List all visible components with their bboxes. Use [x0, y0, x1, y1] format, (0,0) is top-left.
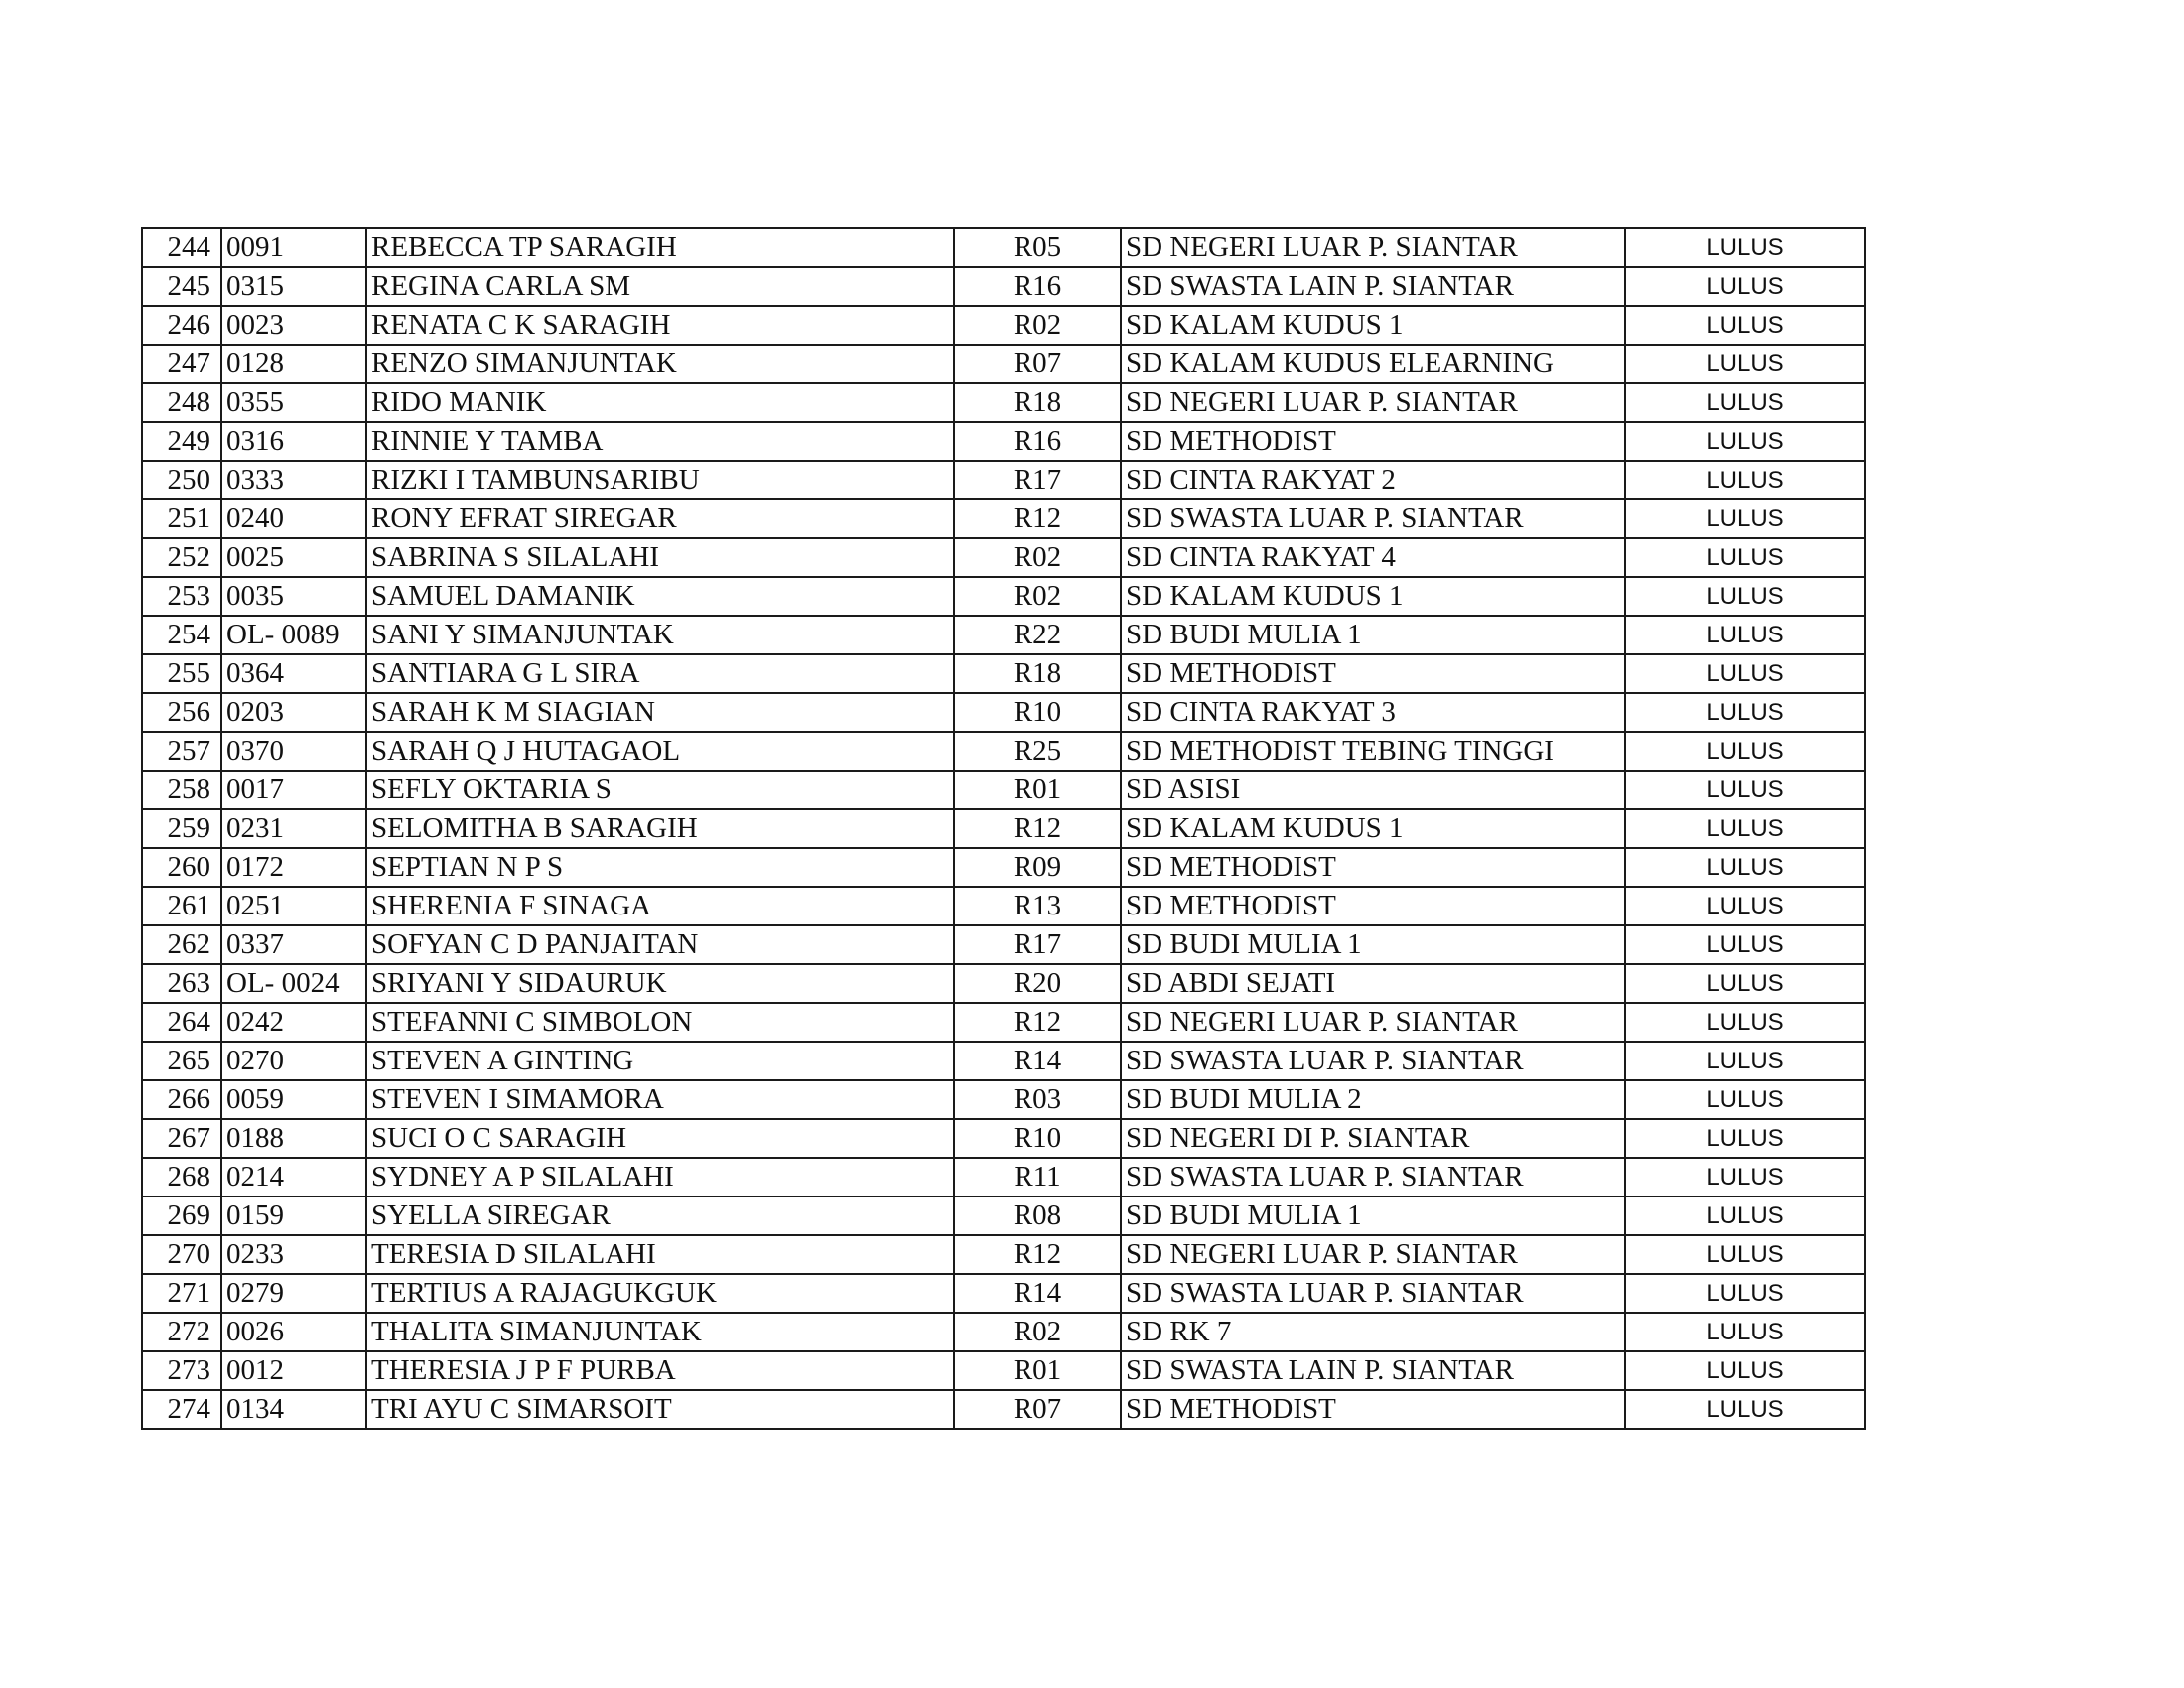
status-cell: LULUS [1625, 577, 1865, 616]
table-row [142, 499, 1865, 538]
status-cell: LULUS [1625, 422, 1865, 461]
table-row [142, 577, 1865, 616]
school-cell: SD SWASTA LUAR P. SIANTAR [1121, 499, 1625, 538]
room-cell: R13 [954, 887, 1121, 925]
table-row [142, 1042, 1865, 1080]
table-row [142, 1313, 1865, 1351]
status-cell: LULUS [1625, 1003, 1865, 1042]
school-cell: SD NEGERI LUAR P. SIANTAR [1121, 228, 1625, 267]
participant-code-cell: 0337 [221, 925, 366, 964]
room-cell: R17 [954, 461, 1121, 499]
room-cell: R22 [954, 616, 1121, 654]
participant-code-cell: 0240 [221, 499, 366, 538]
row-number-cell: 262 [142, 925, 221, 964]
status-cell: LULUS [1625, 1390, 1865, 1429]
table-row [142, 1274, 1865, 1313]
row-number-cell: 258 [142, 771, 221, 809]
school-cell: SD SWASTA LAIN P. SIANTAR [1121, 267, 1625, 306]
participant-code-cell: 0364 [221, 654, 366, 693]
table-row [142, 306, 1865, 345]
table-row [142, 1351, 1865, 1390]
school-cell: SD KALAM KUDUS 1 [1121, 577, 1625, 616]
school-cell: SD METHODIST [1121, 1390, 1625, 1429]
room-cell: R14 [954, 1274, 1121, 1313]
table-row [142, 809, 1865, 848]
status-cell: LULUS [1625, 306, 1865, 345]
row-number-cell: 268 [142, 1158, 221, 1196]
school-cell: SD BUDI MULIA 2 [1121, 1080, 1625, 1119]
school-cell: SD NEGERI DI P. SIANTAR [1121, 1119, 1625, 1158]
participant-code-cell: 0091 [221, 228, 366, 267]
student-name-cell: THERESIA J P F PURBA [366, 1351, 954, 1390]
table-row [142, 925, 1865, 964]
status-cell: LULUS [1625, 654, 1865, 693]
school-cell: SD ABDI SEJATI [1121, 964, 1625, 1003]
room-cell: R02 [954, 538, 1121, 577]
table-row [142, 771, 1865, 809]
room-cell: R08 [954, 1196, 1121, 1235]
row-number-cell: 256 [142, 693, 221, 732]
participant-code-cell: 0251 [221, 887, 366, 925]
table-row [142, 1235, 1865, 1274]
room-cell: R02 [954, 1313, 1121, 1351]
student-name-cell: SHERENIA F SINAGA [366, 887, 954, 925]
school-cell: SD CINTA RAKYAT 3 [1121, 693, 1625, 732]
row-number-cell: 272 [142, 1313, 221, 1351]
student-name-cell: RENZO SIMANJUNTAK [366, 345, 954, 383]
status-cell: LULUS [1625, 383, 1865, 422]
row-number-cell: 261 [142, 887, 221, 925]
row-number-cell: 257 [142, 732, 221, 771]
table-row [142, 654, 1865, 693]
room-cell: R07 [954, 1390, 1121, 1429]
row-number-cell: 273 [142, 1351, 221, 1390]
room-cell: R16 [954, 422, 1121, 461]
room-cell: R25 [954, 732, 1121, 771]
student-name-cell: REBECCA TP SARAGIH [366, 228, 954, 267]
row-number-cell: 255 [142, 654, 221, 693]
participant-code-cell: 0172 [221, 848, 366, 887]
status-cell: LULUS [1625, 848, 1865, 887]
status-cell: LULUS [1625, 887, 1865, 925]
table-row [142, 964, 1865, 1003]
room-cell: R10 [954, 693, 1121, 732]
school-cell: SD NEGERI LUAR P. SIANTAR [1121, 1003, 1625, 1042]
school-cell: SD KALAM KUDUS 1 [1121, 809, 1625, 848]
status-cell: LULUS [1625, 1235, 1865, 1274]
participant-code-cell: 0270 [221, 1042, 366, 1080]
table-row [142, 1158, 1865, 1196]
table-row [142, 693, 1865, 732]
room-cell: R07 [954, 345, 1121, 383]
student-name-cell: TERTIUS A RAJAGUKGUK [366, 1274, 954, 1313]
table-row [142, 887, 1865, 925]
school-cell: SD BUDI MULIA 1 [1121, 925, 1625, 964]
room-cell: R01 [954, 1351, 1121, 1390]
participant-code-cell: 0059 [221, 1080, 366, 1119]
participant-code-cell: 0279 [221, 1274, 366, 1313]
row-number-cell: 251 [142, 499, 221, 538]
table-row [142, 345, 1865, 383]
status-cell: LULUS [1625, 1274, 1865, 1313]
school-cell: SD CINTA RAKYAT 4 [1121, 538, 1625, 577]
row-number-cell: 246 [142, 306, 221, 345]
row-number-cell: 259 [142, 809, 221, 848]
participant-code-cell: 0025 [221, 538, 366, 577]
student-name-cell: SELOMITHA B SARAGIH [366, 809, 954, 848]
status-cell: LULUS [1625, 1351, 1865, 1390]
participant-code-cell: 0203 [221, 693, 366, 732]
participant-code-cell: OL- 0024 [221, 964, 366, 1003]
school-cell: SD ASISI [1121, 771, 1625, 809]
participant-code-cell: 0035 [221, 577, 366, 616]
school-cell: SD METHODIST TEBING TINGGI [1121, 732, 1625, 771]
school-cell: SD SWASTA LAIN P. SIANTAR [1121, 1351, 1625, 1390]
participant-code-cell: 0333 [221, 461, 366, 499]
status-cell: LULUS [1625, 461, 1865, 499]
participant-code-cell: 0355 [221, 383, 366, 422]
row-number-cell: 271 [142, 1274, 221, 1313]
student-name-cell: SANTIARA G L SIRA [366, 654, 954, 693]
student-name-cell: SYDNEY A P SILALAHI [366, 1158, 954, 1196]
participant-code-cell: 0012 [221, 1351, 366, 1390]
row-number-cell: 244 [142, 228, 221, 267]
status-cell: LULUS [1625, 616, 1865, 654]
status-cell: LULUS [1625, 1158, 1865, 1196]
table-row [142, 616, 1865, 654]
table-row [142, 1196, 1865, 1235]
student-name-cell: THALITA SIMANJUNTAK [366, 1313, 954, 1351]
school-cell: SD BUDI MULIA 1 [1121, 1196, 1625, 1235]
participant-code-cell: 0370 [221, 732, 366, 771]
row-number-cell: 260 [142, 848, 221, 887]
participant-code-cell: 0316 [221, 422, 366, 461]
table-row [142, 848, 1865, 887]
participant-code-cell: 0231 [221, 809, 366, 848]
room-cell: R18 [954, 383, 1121, 422]
student-name-cell: RENATA C K SARAGIH [366, 306, 954, 345]
school-cell: SD METHODIST [1121, 654, 1625, 693]
school-cell: SD SWASTA LUAR P. SIANTAR [1121, 1158, 1625, 1196]
row-number-cell: 252 [142, 538, 221, 577]
student-name-cell: SAMUEL DAMANIK [366, 577, 954, 616]
student-name-cell: STEVEN I SIMAMORA [366, 1080, 954, 1119]
student-name-cell: SANI Y SIMANJUNTAK [366, 616, 954, 654]
student-name-cell: STEFANNI C SIMBOLON [366, 1003, 954, 1042]
participant-code-cell: 0188 [221, 1119, 366, 1158]
participant-code-cell: 0023 [221, 306, 366, 345]
student-name-cell: SUCI O C SARAGIH [366, 1119, 954, 1158]
participant-code-cell: 0233 [221, 1235, 366, 1274]
school-cell: SD KALAM KUDUS 1 [1121, 306, 1625, 345]
status-cell: LULUS [1625, 345, 1865, 383]
room-cell: R10 [954, 1119, 1121, 1158]
table-row [142, 383, 1865, 422]
school-cell: SD BUDI MULIA 1 [1121, 616, 1625, 654]
row-number-cell: 254 [142, 616, 221, 654]
table-row [142, 461, 1865, 499]
student-name-cell: SARAH Q J HUTAGAOL [366, 732, 954, 771]
school-cell: SD RK 7 [1121, 1313, 1625, 1351]
room-cell: R17 [954, 925, 1121, 964]
school-cell: SD SWASTA LUAR P. SIANTAR [1121, 1042, 1625, 1080]
status-cell: LULUS [1625, 732, 1865, 771]
status-cell: LULUS [1625, 228, 1865, 267]
school-cell: SD NEGERI LUAR P. SIANTAR [1121, 1235, 1625, 1274]
table-row [142, 1390, 1865, 1429]
row-number-cell: 250 [142, 461, 221, 499]
room-cell: R01 [954, 771, 1121, 809]
row-number-cell: 247 [142, 345, 221, 383]
row-number-cell: 264 [142, 1003, 221, 1042]
student-name-cell: RIDO MANIK [366, 383, 954, 422]
student-name-cell: RINNIE Y TAMBA [366, 422, 954, 461]
table-row [142, 1119, 1865, 1158]
row-number-cell: 274 [142, 1390, 221, 1429]
results-table-body [142, 228, 1865, 1429]
school-cell: SD METHODIST [1121, 422, 1625, 461]
school-cell: SD METHODIST [1121, 848, 1625, 887]
room-cell: R03 [954, 1080, 1121, 1119]
participant-code-cell: OL- 0089 [221, 616, 366, 654]
student-name-cell: RONY EFRAT SIREGAR [366, 499, 954, 538]
school-cell: SD KALAM KUDUS ELEARNING [1121, 345, 1625, 383]
status-cell: LULUS [1625, 693, 1865, 732]
table-row [142, 228, 1865, 267]
room-cell: R02 [954, 577, 1121, 616]
participant-code-cell: 0159 [221, 1196, 366, 1235]
student-name-cell: TERESIA D SILALAHI [366, 1235, 954, 1274]
table-row [142, 732, 1865, 771]
row-number-cell: 266 [142, 1080, 221, 1119]
status-cell: LULUS [1625, 1119, 1865, 1158]
table-row [142, 267, 1865, 306]
student-name-cell: TRI AYU C SIMARSOIT [366, 1390, 954, 1429]
room-cell: R12 [954, 1235, 1121, 1274]
table-row [142, 1003, 1865, 1042]
participant-code-cell: 0214 [221, 1158, 366, 1196]
room-cell: R05 [954, 228, 1121, 267]
student-name-cell: STEVEN A GINTING [366, 1042, 954, 1080]
student-name-cell: SYELLA SIREGAR [366, 1196, 954, 1235]
participant-code-cell: 0315 [221, 267, 366, 306]
status-cell: LULUS [1625, 499, 1865, 538]
table-row [142, 422, 1865, 461]
status-cell: LULUS [1625, 809, 1865, 848]
row-number-cell: 253 [142, 577, 221, 616]
status-cell: LULUS [1625, 1042, 1865, 1080]
participant-code-cell: 0134 [221, 1390, 366, 1429]
participant-code-cell: 0026 [221, 1313, 366, 1351]
school-cell: SD SWASTA LUAR P. SIANTAR [1121, 1274, 1625, 1313]
status-cell: LULUS [1625, 771, 1865, 809]
participant-code-cell: 0017 [221, 771, 366, 809]
student-name-cell: SOFYAN C D PANJAITAN [366, 925, 954, 964]
participant-code-cell: 0242 [221, 1003, 366, 1042]
row-number-cell: 249 [142, 422, 221, 461]
room-cell: R12 [954, 499, 1121, 538]
student-name-cell: REGINA CARLA SM [366, 267, 954, 306]
table-row [142, 538, 1865, 577]
status-cell: LULUS [1625, 925, 1865, 964]
row-number-cell: 265 [142, 1042, 221, 1080]
table-row [142, 1080, 1865, 1119]
status-cell: LULUS [1625, 1080, 1865, 1119]
row-number-cell: 267 [142, 1119, 221, 1158]
student-name-cell: SEFLY OKTARIA S [366, 771, 954, 809]
status-cell: LULUS [1625, 1313, 1865, 1351]
row-number-cell: 248 [142, 383, 221, 422]
school-cell: SD NEGERI LUAR P. SIANTAR [1121, 383, 1625, 422]
results-table [141, 227, 1866, 1430]
row-number-cell: 263 [142, 964, 221, 1003]
status-cell: LULUS [1625, 1196, 1865, 1235]
student-name-cell: RIZKI I TAMBUNSARIBU [366, 461, 954, 499]
school-cell: SD CINTA RAKYAT 2 [1121, 461, 1625, 499]
room-cell: R12 [954, 809, 1121, 848]
row-number-cell: 270 [142, 1235, 221, 1274]
status-cell: LULUS [1625, 964, 1865, 1003]
room-cell: R02 [954, 306, 1121, 345]
student-name-cell: SARAH K M SIAGIAN [366, 693, 954, 732]
room-cell: R12 [954, 1003, 1121, 1042]
status-cell: LULUS [1625, 538, 1865, 577]
status-cell: LULUS [1625, 267, 1865, 306]
room-cell: R16 [954, 267, 1121, 306]
participant-code-cell: 0128 [221, 345, 366, 383]
room-cell: R20 [954, 964, 1121, 1003]
room-cell: R18 [954, 654, 1121, 693]
school-cell: SD METHODIST [1121, 887, 1625, 925]
row-number-cell: 245 [142, 267, 221, 306]
student-name-cell: SABRINA S SILALAHI [366, 538, 954, 577]
student-name-cell: SRIYANI Y SIDAURUK [366, 964, 954, 1003]
row-number-cell: 269 [142, 1196, 221, 1235]
room-cell: R14 [954, 1042, 1121, 1080]
room-cell: R09 [954, 848, 1121, 887]
student-name-cell: SEPTIAN N P S [366, 848, 954, 887]
room-cell: R11 [954, 1158, 1121, 1196]
